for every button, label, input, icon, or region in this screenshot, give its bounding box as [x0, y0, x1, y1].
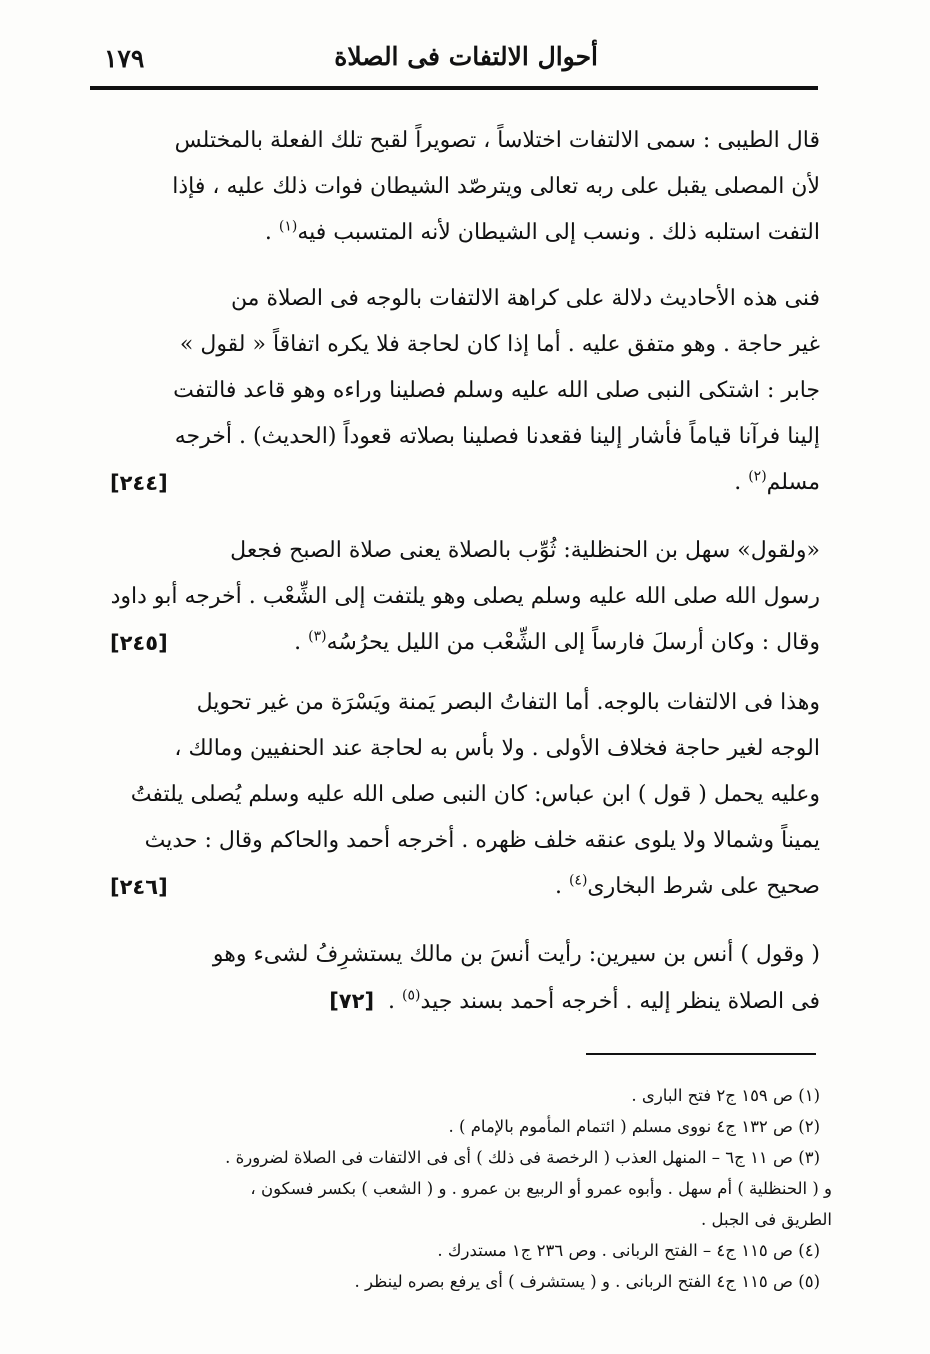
paragraph-sahl-hadith [110, 528, 820, 666]
footnote-marker: (٥) [402, 987, 421, 1004]
footnote-line: (٤) ص ١١٥ ج٤ – الفتح الربانى . وص ٢٣٦ ج١ مستدرك . [437, 1241, 820, 1260]
hadith-reference-number: [٢٤٦] [110, 875, 168, 899]
footnote-line: (١) ص ١٥٩ ج٢ فتح البارى . [631, 1086, 820, 1105]
text-line [110, 460, 820, 506]
header-rule [90, 86, 818, 90]
footnote-line: (٣) ص ١١ ج٦ – المنهل العذب ( الرخصة فى ذلك ) أى فى الالتفات فى الصلاة لضرورة . [225, 1148, 820, 1167]
line-end: . [264, 220, 279, 245]
text-line-content: فى الصلاة ينظر إليه . أخرجه أحمد بسند جيد [420, 989, 820, 1014]
text-line: وعليه يحمل ( قول ) ابن عباس: كان النبى صلى الله عليه وسلم يُصلى يلتفتُ [130, 782, 820, 807]
paragraph-glance-ruling [110, 680, 820, 910]
text-line-end-group [294, 620, 820, 666]
page-number: ١٧٩ [104, 44, 145, 73]
paragraph-jabir-hadith [110, 276, 820, 506]
hadith-reference-number: [٢٤٤] [110, 471, 168, 495]
text-line: لأن المصلى يقبل على ربه تعالى ويترصّد الشيطان فوات ذلك عليه ، فإذا [172, 174, 820, 199]
footnote-line: و ( الحنظلية ) أم سهل . وأبوه عمرو أو الربيع بن عمرو . و ( الشعب ) بكسر فسكون ، [250, 1179, 832, 1198]
text-line: رسول الله صلى الله عليه وسلم يصلى وهو يلتفت إلى الشِّعْب . أخرجه أبو داود [110, 584, 820, 609]
hadith-reference-number: [٧٢] [329, 989, 375, 1013]
paragraph-tibi-quote [110, 118, 820, 256]
line-end: . [388, 989, 403, 1014]
footnote-marker: (٣) [308, 628, 327, 645]
running-title: أحوال الالتفات فى الصلاة [334, 42, 598, 71]
text-line: قال الطيبى : سمى الالتفات اختلاساً ، تصويراً لقبح تلك الفعلة بالمختلس [174, 128, 820, 153]
hadith-reference-number: [٢٤٥] [110, 631, 168, 655]
footnote-marker: (٤) [568, 872, 588, 889]
text-line [110, 210, 820, 256]
footnote-line: الطريق فى الجبل . [701, 1210, 832, 1229]
text-line: يميناً وشمالا ولا يلوى عنقه خلف ظهره . أخرجه أحمد والحاكم وقال : حديث [144, 828, 820, 853]
text-line [110, 978, 820, 1024]
footnote-marker: (٢) [748, 468, 767, 485]
text-line-end-group [555, 864, 820, 910]
text-line: غير حاجة . وهو متفق عليه . أما إذا كان لحاجة فلا يكره اتفاقاً « لقول » [179, 332, 820, 357]
paragraph-anas-hadith [110, 932, 820, 1024]
text-line-content: وقال : وكان أرسلَ فارساً إلى الشِّعْب من الليل يحرُسُه [326, 630, 820, 655]
text-line: ( وقول ) أنس بن سيرين: رأيت أنسَ بن مالك يستشرِفُ لشىء وهو [212, 942, 820, 967]
text-line: فنى هذه الأحاديث دلالة على كراهة الالتفات بالوجه فى الصلاة من [230, 286, 820, 311]
line-end: . [734, 470, 749, 495]
line-end: . [554, 874, 569, 899]
text-line-content: التفت استلبه ذلك . ونسب إلى الشيطان لأنه المتسبب فيه [297, 220, 820, 245]
footnotes [120, 1080, 832, 1297]
page-header [96, 36, 826, 84]
footnote-line: (٢) ص ١٣٢ ج٤ نووى مسلم ( ائتمام المأموم بالإمام ) . [448, 1117, 820, 1136]
text-line: الوجه لغير حاجة فخلاف الأولى . ولا بأس به لحاجة عند الحنفيين ومالك ، [174, 736, 820, 761]
text-line: وهذا فى الالتفات بالوجه. أما التفاتُ البصر يَمنة ويَسْرَة من غير تحويل [196, 690, 820, 715]
footnote-marker: (١) [278, 218, 298, 235]
text-line-content: مسلم [766, 470, 820, 495]
text-line: إلينا فرآنا قياماً فأشار إلينا فقعدنا فصلينا بصلاته قعوداً (الحديث) . أخرجه [174, 424, 820, 449]
text-line [110, 864, 820, 910]
text-line: «ولقول» سهل بن الحنظلية: ثُوِّب بالصلاة يعنى صلاة الصبح فجعل [230, 538, 820, 563]
text-line-end-group [734, 460, 820, 506]
footnote-separator [586, 1053, 816, 1055]
text-line: جابر : اشتكى النبى صلى الله عليه وسلم فصلينا وراءه وهو قاعد فالتفت [173, 378, 820, 403]
footnote-line: (٥) ص ١١٥ ج٤ الفتح الربانى . و ( يستشرف ) أى يرفع بصره لينظر . [354, 1272, 820, 1291]
text-line [110, 620, 820, 666]
line-end: . [294, 630, 309, 655]
text-line-content: صحيح على شرط البخارى [587, 874, 820, 899]
